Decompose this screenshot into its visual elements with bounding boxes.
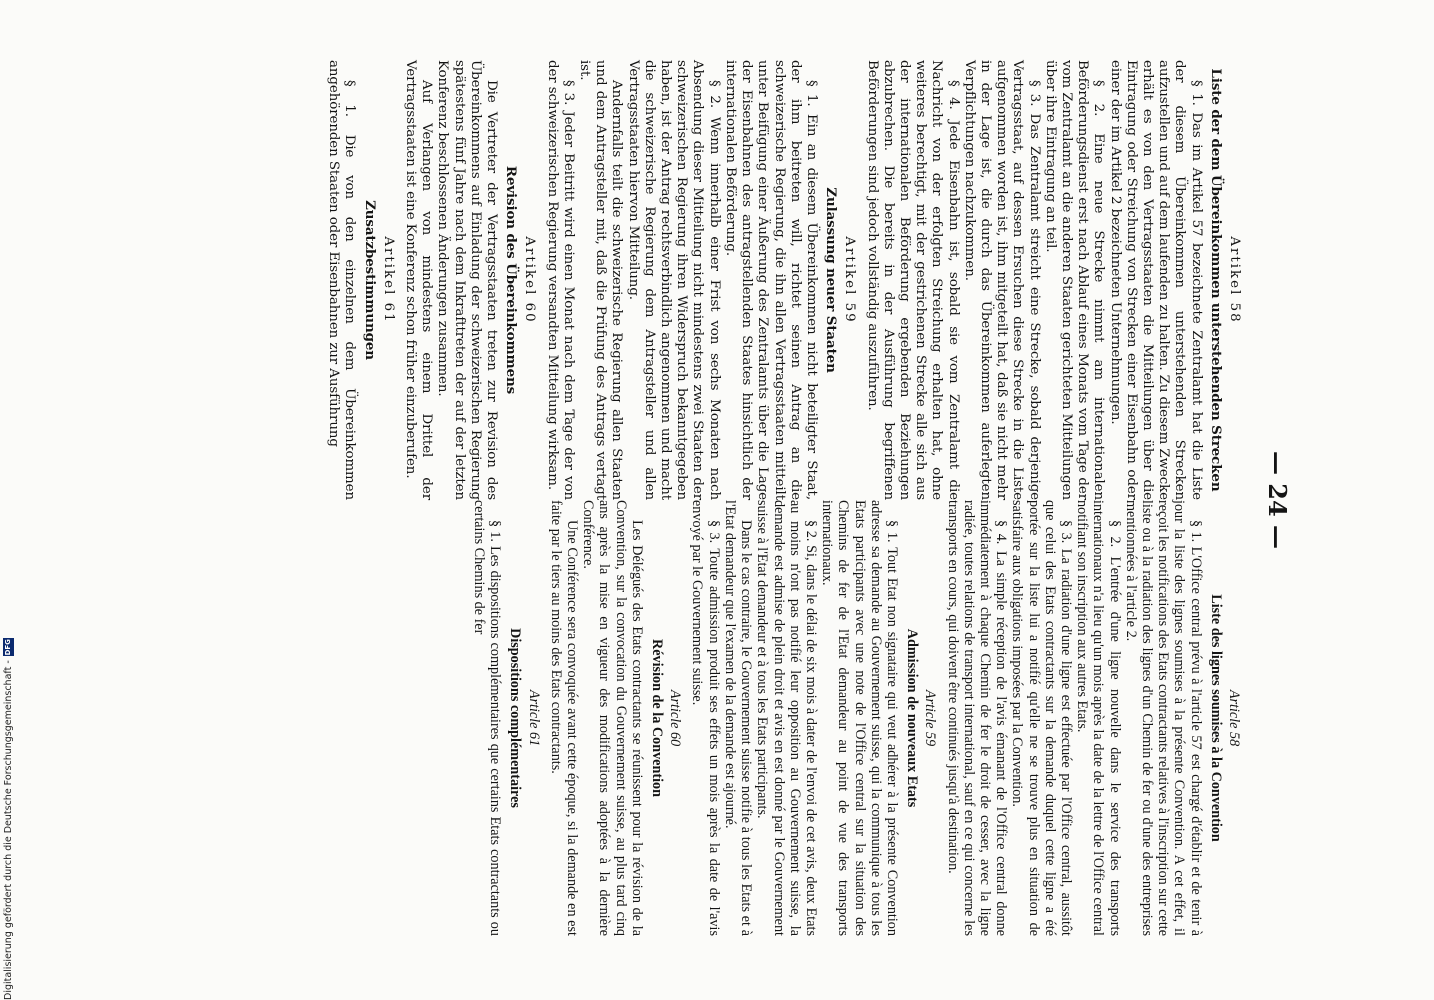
rotated-document-page [126,0,1306,1000]
artikel-61-number: Artikel 61 [380,236,396,324]
paragraph: § 3. Jeder Beitritt wird einen Monat nach dem Tage der von der schweizerischen Regierung versandten Mitteilung wirksam. [544,60,576,500]
article-58-number: Article 58 [1226,689,1242,747]
paragraph: Les Délégués des Etats contractants se réunissent pour la révision de la Convention, sur la convocation du Gouvernement suisse, au plus tard cinq ans après la mise en vigueur des modifications adoptées à la dernière Conférence. [580,500,645,936]
paragraph: § 1. Die von den einzelnen dem Übereinkommen angehörenden Staaten oder Eisenbahnen zur Ausführung [326,60,358,500]
paragraph: § 3. Das Zentralamt streicht eine Strecke, sobald derjenige Vertragsstaat, auf dessen Ersuchen diese Strecke in die Liste aufgenommen worden ist, ihm mitgeteilt hat, daß sie nicht mehr in der Lage ist, die durch das Übereinkommen auferlegten Verpflichtungen nachzukommen. [961,60,1042,500]
german-column [325,60,1248,500]
article-59-title: Admission de nouveaux Etats [904,628,921,808]
artikel-58-title: Liste der dem Übereinkommen unterstehenden Strecken [1207,68,1224,492]
paragraph: § 4. Jede Eisenbahn ist, sobald sie vom Zentralamt die Nachricht von der erfolgten Streichung erhalten hat, ohne weiteres berechtigt, mit der gestrichenen Strecke alle sich aus der internationalen Beförderung ergebenden Beziehungen abzubrechen. Die bereits in der Ausführung begriffenen Beförderungen sind jedoch vollständig auszuführen. [864,60,961,500]
artikel-60-title: Revision des Übereinkommens [503,165,520,395]
french-column [471,500,1248,936]
article-61-title: Dispositions complémentaires [507,628,524,808]
paragraph: § 2. Si, dans le délai de six mois à dater de l'envoi de cet avis, deux Etats au moins n'ont pas notifié leur opposition au Gouvernement suisse, la demande est admise de plein droit et avis en est donné par le Gouvernement suisse à l'Etat demandeur et à tous les Etats participants. [754,500,819,936]
digitization-credit [0,0,16,1000]
paragraph: § 1. L'Office central prévu à l'article 57 est chargé d'établir et de tenir à jour la liste des lignes soumises à la présente Convention. A cet effet, il reçoit les notifications des Etats contractants relatives à l'inscription sur cette liste ou à la radiation des lignes d'un Chemin de fer ou d'une des entreprises mentionnées à l'article 2. [1122,500,1204,936]
artikel-60-number: Artikel 60 [522,236,538,324]
paragraph: Dans le cas contraire, le Gouvernement suisse notifie à tous les Etats et à l'Etat demandeur que l'examen de la demande est ajourné. [721,500,755,936]
article-60-title: Révision de la Convention [649,638,666,798]
paragraph: § 4. La simple réception de l'avis émanant de l'Office central donne immédiatement à chaque Chemin de fer le droit de cesser, avec la ligne radiée, toutes relations de transport international, sauf en ce qui concerne les transports en cours, qui doivent être continués jusqu'à destination. [944,500,1010,936]
article-58-title: Liste des lignes soumises à la Convention [1207,594,1224,842]
paragraph: Une Conférence sera convoquée avant cette époque, si la demande en est faite par le tiers au moins des Etats contractants. [547,500,581,936]
artikel-61-title: Zusatzbestimmungen [361,200,378,360]
paragraph: § 1. Les dispositions complémentaires que certains Etats contractants ou certains Chemins de fer [471,500,504,936]
page-number: — 24 — [1263,450,1292,550]
paragraph: § 2. Wenn innerhalb einer Frist von sechs Monaten nach Absendung dieser Mitteilung nicht mindestens zwei Staaten der schweizerischen Regierung ihren Widerspruch bekanntgegeben haben, ist der Antrag rechtsverbindlich angenommen und macht die schweizerische Regierung dem Antragsteller und allen Vertragsstaaten hiervon Mitteilung. [625,60,722,500]
paragraph: Andernfalls teilt die schweizerische Regierung allen Staaten und dem Antragsteller mit, daß die Prüfung des Antrags vertagt ist. [577,60,625,500]
article-60-number: Article 60 [667,689,684,747]
dfg-logo-icon: DFG [3,639,12,656]
paragraph: Die Vertreter der Vertragsstaaten treten zur Revision des Übereinkommens auf Einladung der schweizerischen Regierung spätestens fünf Jahre nach dem Inkrafttreten der auf der letzten Konferenz beschlossenen Änderungen zusammen. [435,60,500,500]
paragraph: § 2. L'entrée d'une ligne nouvelle dans le service des transports internationaux n'a lieu qu'un mois après la date de la lettre de l'Office central notifiant son inscription aux autres Etats. [1074,500,1123,936]
artikel-59-number: Artikel 59 [842,236,858,324]
artikel-59-title: Zulassung neuer Staaten [823,187,840,373]
artikel-58-number: Artikel 58 [1227,236,1242,324]
paragraph: § 1. Ein an diesem Übereinkommen nicht beteiligter Staat, der ihm beitreten will, richtet seinen Antrag an die schweizerische Regierung, die ihn allen Vertragsstaaten mitteilt unter Beifügung einer Äußerung des Zentralamts über die Lage der Eisenbahnen des antragstellenden Staates hinsichtlich der internationalen Beförderung. [722,60,819,500]
paragraph: § 2. Eine neue Strecke nimmt am internationalen Beförderungsdienst erst nach Ablauf eines Monats vom Tage der vom Zentralamt an die anderen Staaten gerichteten Mitteilungen über ihre Eintragung an teil. [1042,60,1107,500]
article-59-number: Article 59 [922,689,939,747]
paragraph: § 1. Das im Artikel 57 bezeichnete Zentralamt hat die Liste der diesem Übereinkommen unterstehenden Strecken aufzustellen und auf dem laufenden zu halten. Zu diesem Zwecke erhält es von den Vertragsstaaten die Mitteilungen über die Eintragung oder Streichung von Strecken einer Eisenbahn oder einer der im Artikel 2 bezeichneten Unternehmungen. [1107,60,1204,500]
footer-strip [0,0,16,1000]
paragraph: § 3. La radiation d'une ligne est effectuée par l'Office central, aussitôt que celui des Etats contractants sur la demande duquel cette ligne a été portée sur la liste lui a notifié qu'elle ne se trouve plus en situation de satisfaire aux obligations imposées par la Convention. [1009,500,1074,936]
paragraph: § 3. Toute admission produit ses effets un mois après la date de l'avis envoyé par le Gouvernement suisse. [689,500,722,936]
paragraph: § 1. Tout Etat non signataire qui veut adhérer à la présente Convention adresse sa demande au Gouvernement suisse, qui la communique à tous les Etats participants avec une note de l'Office central sur la situation des Chemins de fer de l'Etat demandeur au point de vue des transports internationaux. [819,500,900,936]
paragraph: Auf Verlangen von mindestens einem Drittel der Vertragsstaaten ist eine Konferenz schon früher einzuberufen. [403,60,435,500]
digitization-credit-text: Digitalisierung gefördert durch die Deutsche Forschungsgemeinschaft - [2,660,14,1000]
article-61-number: Article 61 [525,689,542,747]
